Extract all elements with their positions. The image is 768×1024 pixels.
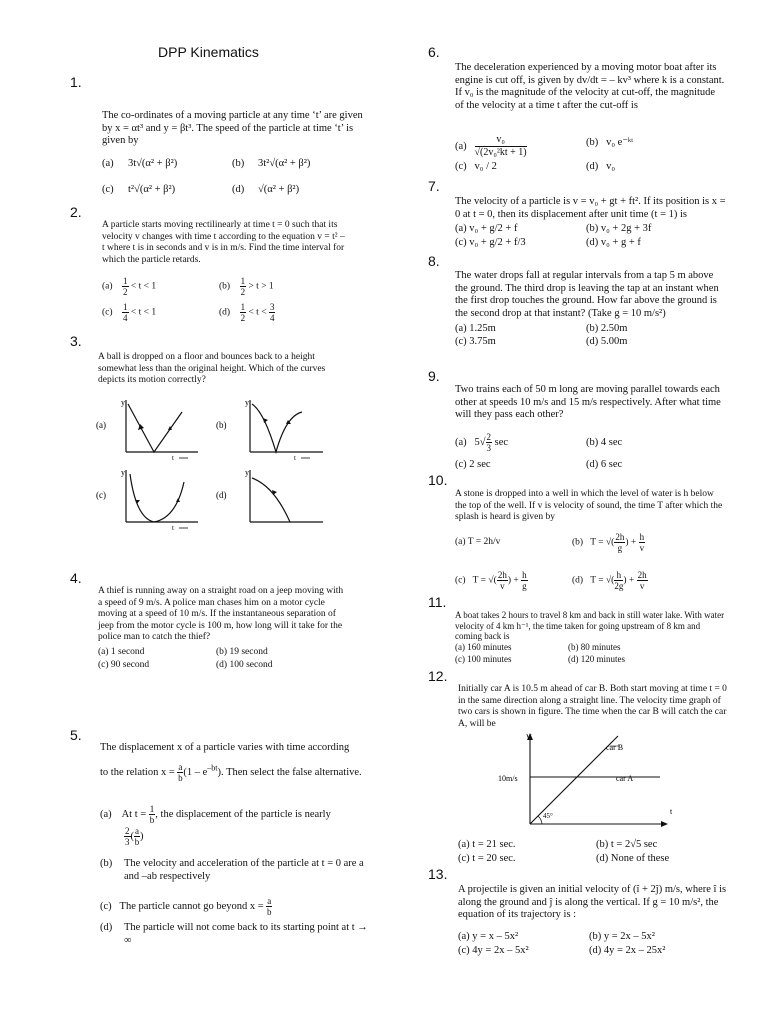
q2-option-d: (d) $\frac{1}{2}$ < t < $\frac{3}{4}$ bbox=[219, 302, 275, 323]
q2-option-b: (b) $\frac{1}{2}$ > t > 1 bbox=[219, 276, 274, 297]
q2-option-a: (a) $\frac{1}{2}$ < t < 1 bbox=[102, 276, 157, 297]
q13-option-c: (c) 4y = 2x – 5x² bbox=[458, 945, 529, 956]
q1-option-b: 3t²√(α² + β²) bbox=[258, 158, 311, 169]
question-2-text: A particle starts moving rectilinearly at time t = 0 such that its velocity v changes with time t according to the equation v = t² – t where t is in seconds and v is in m/s. Find the time interval for which the particle retards. bbox=[102, 220, 345, 265]
svg-text:t: t bbox=[294, 454, 296, 462]
question-number-1: 1. bbox=[70, 74, 82, 90]
question-9-text: Two trains each of 50 m long are moving parallel towards each other at speeds 10 m/s and 15 m/s respectively. After what time will they pass each other? bbox=[455, 384, 721, 420]
q1-option-c: t²√(α² + β²) bbox=[128, 184, 176, 195]
question-1-text: The co-ordinates of a moving particle at any time ‘t’ are given by x = αt³ and y = βt³. The speed of the particle at time ‘t’ is given by bbox=[102, 110, 363, 146]
svg-text:y: y bbox=[245, 468, 249, 477]
question-number-13: 13. bbox=[428, 866, 448, 882]
q5-option-d: (d) The particle will not come back to its starting point at t → ∞ bbox=[100, 922, 368, 946]
svg-text:t: t bbox=[172, 524, 174, 530]
q1-option-d: √(α² + β²) bbox=[258, 184, 300, 195]
q7-option-a: (a) v₀ + g/2 + f bbox=[455, 223, 518, 234]
q11-option-a: (a) 160 minutes bbox=[455, 642, 512, 652]
q9-option-b: (b) 4 sec bbox=[586, 437, 623, 448]
q1-option-a: 3t√(α² + β²) bbox=[128, 158, 178, 169]
q6-option-d: (d) v₀ bbox=[586, 161, 616, 172]
svg-text:y: y bbox=[121, 468, 125, 477]
question-number-7: 7. bbox=[428, 178, 440, 194]
question-4-text: A thief is running away on a straight road on a jeep moving with a speed of 9 m/s. A police man chases him on a motor cycle moving at a speed of 10 m/s. If the instantaneous separation of jeep from the motor cycle is 100 m, how long will it take for the police man to catch the thief? bbox=[98, 586, 344, 642]
q4-option-a: (a) 1 second bbox=[98, 647, 145, 657]
page-title: DPP Kinematics bbox=[158, 44, 259, 60]
q5-option-a: (a) At t = $\frac{1}{b}$ , the displacement of the particle is nearly bbox=[100, 804, 331, 825]
q1-option-c-label: (c) bbox=[102, 184, 114, 195]
question-3-text: A ball is dropped on a floor and bounces back to a height somewhat less than the original height. Which of the curves depicts its motion correctly? bbox=[98, 352, 326, 385]
q12-option-c: (c) t = 20 sec. bbox=[458, 853, 516, 864]
q6-option-c: (c) v₀ / 2 bbox=[455, 161, 497, 172]
q3-option-c-label: (c) bbox=[96, 490, 106, 500]
q1-option-d-label: (d) bbox=[232, 184, 245, 195]
question-7-text: The velocity of a particle is v = v₀ + gt + ft². If its position is x = 0 at t = 0, then its displacement after unit time (t = 1) is bbox=[455, 196, 726, 220]
question-13-text: A projectile is given an initial velocity of (î + 2ĵ) m/s, where î is along the ground and ĵ is along the vertical. If g = 10 m/s², the equation of its trajectory is : bbox=[458, 884, 727, 920]
q2-option-b-label: (b) bbox=[219, 281, 231, 292]
q2-option-d-label: (d) bbox=[219, 307, 231, 318]
q9-option-c: (c) 2 sec bbox=[455, 459, 491, 470]
q2-option-a-label: (a) bbox=[102, 281, 113, 292]
question-number-10: 10. bbox=[428, 472, 448, 488]
svg-text:V: V bbox=[526, 733, 532, 742]
q6-option-b: (b) v₀ e⁻ᵏᵗ bbox=[586, 137, 634, 148]
question-5-relation: to the relation x = $\frac{a}{b}$ $(1 - e^{-bt})$. Then select the false alternative. bbox=[100, 762, 362, 783]
q3-a-curve bbox=[128, 404, 182, 452]
q3-d-curve bbox=[252, 478, 290, 522]
q8-option-d: (d) 5.00m bbox=[586, 336, 628, 347]
svg-text:45°: 45° bbox=[543, 812, 553, 820]
q2-b-fraction: $\frac{1}{2}$ bbox=[240, 276, 246, 297]
q9-option-d: (d) 6 sec bbox=[586, 459, 623, 470]
q10-option-c: (c) T = √( $\frac{2h}{v}$ ) + $\frac{h}{g}$ bbox=[455, 570, 527, 591]
q4-option-d: (d) 100 second bbox=[216, 660, 273, 670]
q4-option-b: (b) 19 second bbox=[216, 647, 268, 657]
q8-option-b: (b) 2.50m bbox=[586, 323, 628, 334]
q12-speed-label: 10m/s bbox=[498, 774, 518, 783]
q3-option-a-label: (a) bbox=[96, 420, 106, 430]
q3-c-curve bbox=[130, 474, 184, 522]
q6-option-a: (a) $\frac{\text{v₀}}{\text{√(2v₀²kt + 1)}}$ bbox=[455, 134, 527, 158]
q2-a-fraction: $\frac{1}{2}$ bbox=[123, 276, 128, 297]
question-8-text: The water drops fall at regular intervals from a tap 5 m above the ground. The third drop is leaving the tap at an instant when the first drop touches the ground. How far above the ground is the second drop at that instant? (Take g = 10 m/s²) bbox=[455, 270, 719, 319]
q2-d-fraction-1: $\frac{1}{2}$ bbox=[240, 302, 246, 323]
car-b-label: car B bbox=[606, 743, 624, 752]
q2-d-fraction-2: $\frac{3}{4}$ bbox=[269, 302, 275, 323]
svg-text:t: t bbox=[670, 807, 673, 816]
q8-option-c: (c) 3.75m bbox=[455, 336, 496, 347]
q7-option-b: (b) v₀ + 2g + 3f bbox=[586, 223, 652, 234]
q12-velocity-time-graph bbox=[480, 730, 680, 838]
q11-option-b: (b) 80 minutes bbox=[568, 642, 621, 652]
question-number-11: 11. bbox=[428, 594, 447, 610]
q4-option-c: (c) 90 second bbox=[98, 660, 150, 670]
car-b-line bbox=[530, 736, 618, 824]
question-12-text: Initially car A is 10.5 m ahead of car B. Both start moving at time t = 0 in the same direction along a straight line. The velocity time graph of two cars is shown in figure. The time when the car B will catch the car A, will be bbox=[458, 684, 727, 729]
q13-option-d: (d) 4y = 2x – 25x² bbox=[589, 945, 666, 956]
question-5-text: The displacement x of a particle varies with time according bbox=[100, 742, 350, 753]
q7-option-c: (c) v₀ + g/2 + f/3 bbox=[455, 237, 526, 248]
question-number-6: 6. bbox=[428, 44, 440, 60]
q3-option-d-label: (d) bbox=[216, 490, 227, 500]
q12-option-b: (b) t = 2√5 sec bbox=[596, 839, 658, 850]
q5-option-b: (b) The velocity and acceleration of the particle at t = 0 are a and –ab respectively bbox=[100, 858, 364, 882]
q13-option-b: (b) y = 2x – 5x² bbox=[589, 931, 655, 942]
svg-text:y: y bbox=[121, 398, 125, 407]
question-number-3: 3. bbox=[70, 333, 82, 349]
q5-option-c: (c) The particle cannot go beyond x = $\frac{a}{b}$ bbox=[100, 896, 272, 917]
q5-option-a-value: $\frac{2}{3}$ ( $\frac{a}{b}$ ) bbox=[125, 826, 144, 847]
question-number-9: 9. bbox=[428, 368, 440, 384]
q3-b-curve bbox=[252, 404, 302, 452]
svg-text:t: t bbox=[172, 454, 174, 462]
q10-option-d: (d) T = √( $\frac{h}{2g}$ ) + $\frac{2h}{v}$ bbox=[572, 570, 647, 591]
question-11-text: A boat takes 2 hours to travel 8 km and back in still water lake. With water velocity of 4 km h⁻¹, the time taken for going upstream of 8 km and coming back is bbox=[455, 610, 725, 641]
q3-graphs bbox=[88, 390, 338, 530]
q10-option-a: (a) T = 2h/v bbox=[455, 537, 501, 547]
q1-option-a-label: (a) bbox=[102, 158, 114, 169]
question-number-12: 12. bbox=[428, 668, 448, 684]
q2-option-c: (c) $\frac{1}{4}$ < t < 1 bbox=[102, 302, 157, 323]
question-number-5: 5. bbox=[70, 727, 82, 743]
q7-option-d: (d) v₀ + g + f bbox=[586, 237, 641, 248]
q1-option-b-label: (b) bbox=[232, 158, 245, 169]
q5-fraction: $\frac{a}{b}$ bbox=[178, 762, 183, 783]
q12-option-a: (a) t = 21 sec. bbox=[458, 839, 516, 850]
q8-option-a: (a) 1.25m bbox=[455, 323, 496, 334]
car-a-label: car A bbox=[616, 774, 634, 783]
q9-option-a: (a) 5√ $\frac{2}{3}$ sec bbox=[455, 432, 509, 453]
q3-option-b-label: (b) bbox=[216, 420, 227, 430]
question-6-text: The deceleration experienced by a moving motor boat after its engine is cut off, is given by dv/dt = – kv³ where k is a constant. If v₀ is the magnitude of the velocity at cut-off, the magnitude of the velocity at a time t after the cut-off is bbox=[455, 62, 725, 111]
q2-c-fraction: $\frac{1}{4}$ bbox=[123, 302, 128, 323]
q10-option-b: (b) T = √( $\frac{2h}{g}$ ) + $\frac{h}{v}$ bbox=[572, 532, 645, 553]
q13-option-a: (a) y = x – 5x² bbox=[458, 931, 519, 942]
svg-text:y: y bbox=[245, 398, 249, 407]
q2-option-c-label: (c) bbox=[102, 307, 113, 318]
q11-option-c: (c) 100 minutes bbox=[455, 654, 512, 664]
question-number-8: 8. bbox=[428, 253, 440, 269]
question-10-text: A stone is dropped into a well in which the level of water is h below the top of the well. If v is velocity of sound, the time T after which the splash is heard is given by bbox=[455, 489, 723, 522]
q11-option-d: (d) 120 minutes bbox=[568, 654, 625, 664]
question-number-4: 4. bbox=[70, 570, 82, 586]
question-number-2: 2. bbox=[70, 204, 82, 220]
q12-option-d: (d) None of these bbox=[596, 853, 670, 864]
